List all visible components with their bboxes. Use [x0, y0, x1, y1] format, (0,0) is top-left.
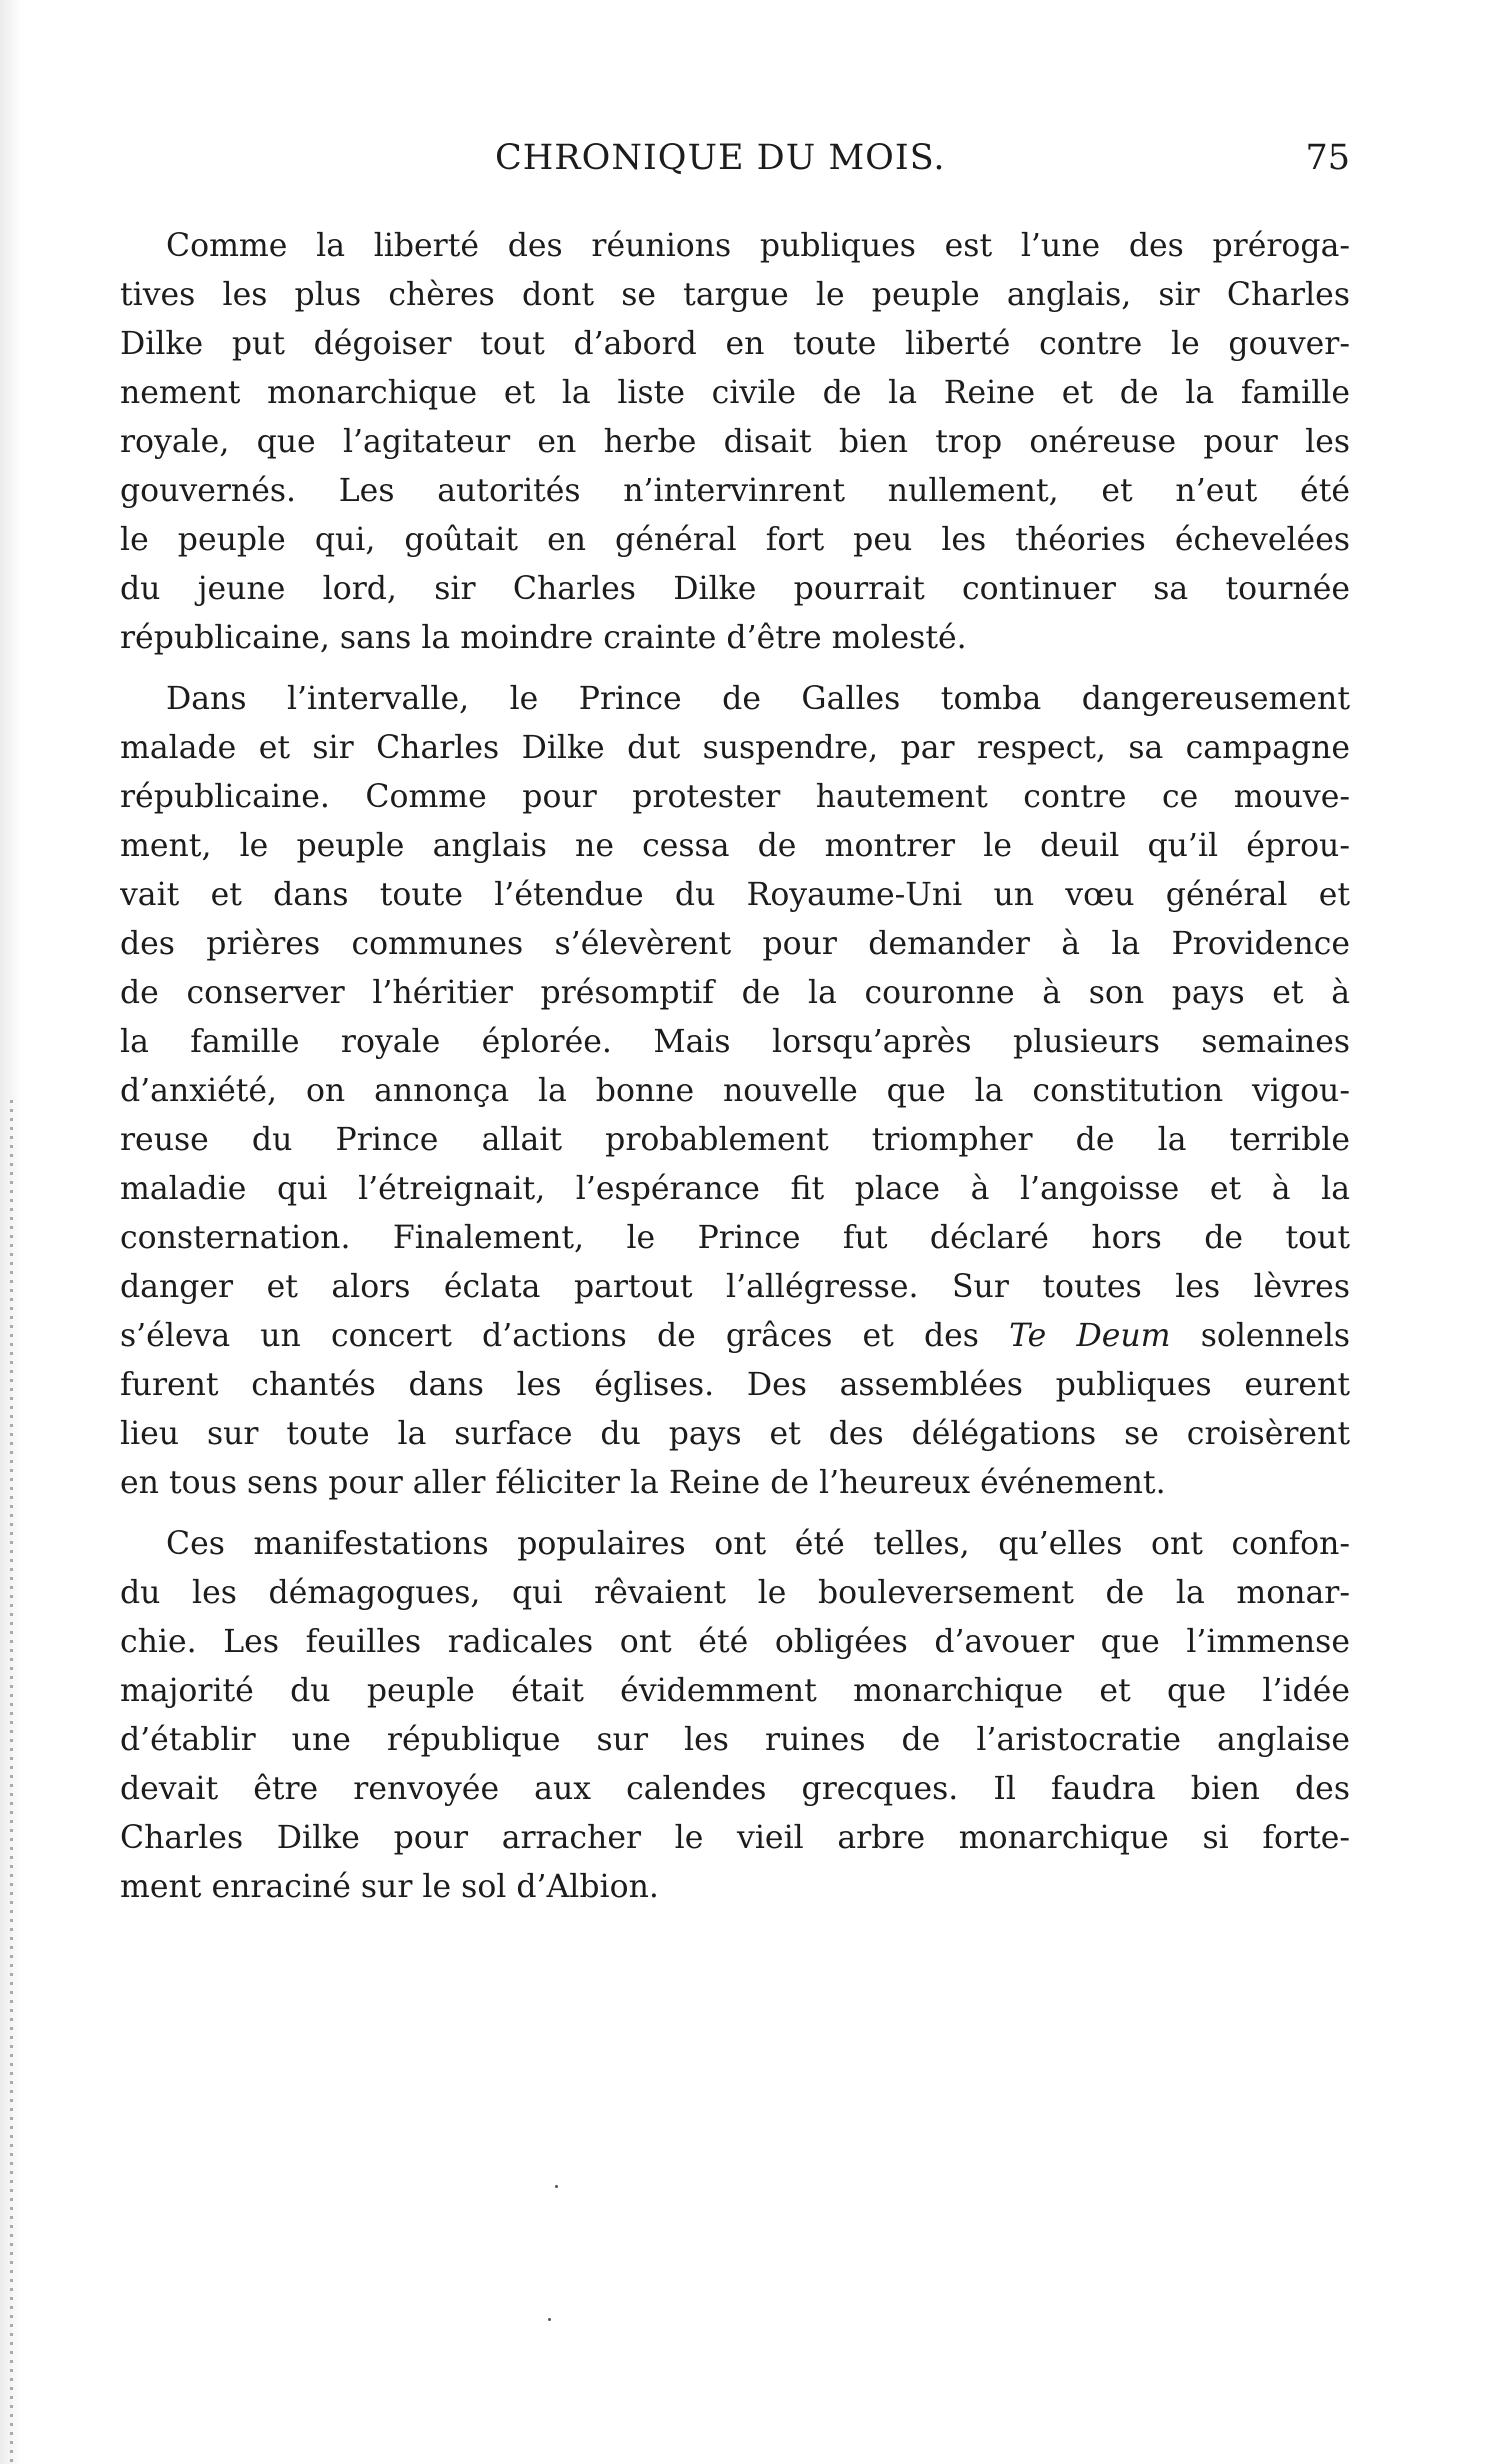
paragraph-3 — [120, 1520, 1350, 1912]
text-line-with-italic — [120, 1312, 1350, 1361]
text-line: nement monarchique et la liste civile de la Reine et de la famille — [120, 375, 1350, 411]
text-line: reuse du Prince allait probablement triompher de la terrible — [120, 1122, 1350, 1158]
paragraph-2 — [120, 675, 1350, 1508]
print-speck — [548, 2318, 551, 2321]
text-line: tives les plus chères dont se targue le peuple anglais, sir Charles — [120, 277, 1350, 313]
body-text — [120, 222, 1350, 1924]
running-head-title: CHRONIQUE DU MOIS. — [495, 138, 946, 178]
text-line: vait et dans toute l’étendue du Royaume-Uni un vœu général et — [120, 877, 1350, 913]
text-line: le peuple qui, goûtait en général fort peu les théories échevelées — [120, 522, 1350, 558]
text-line: ment enraciné sur le sol d’Albion. — [120, 1869, 659, 1905]
binding-edge — [0, 0, 22, 2464]
text-line: Dans l’intervalle, le Prince de Galles tomba dangereusement — [166, 681, 1350, 717]
italic-term: Te Deum — [1009, 1318, 1171, 1354]
page-number: 75 — [1305, 138, 1350, 178]
text-line: Ces manifestations populaires ont été telles, qu’elles ont confon- — [166, 1526, 1350, 1562]
text-line: royale, que l’agitateur en herbe disait bien trop onéreuse pour les — [120, 424, 1350, 460]
text-line: majorité du peuple était évidemment monarchique et que l’idée — [120, 1673, 1350, 1709]
text-line: républicaine. Comme pour protester hautement contre ce mouve- — [120, 779, 1350, 815]
text-line: en tous sens pour aller féliciter la Reine de l’heureux événement. — [120, 1465, 1166, 1501]
paragraph-1 — [120, 222, 1350, 663]
text-line: devait être renvoyée aux calendes grecques. Il faudra bien des — [120, 1771, 1350, 1807]
text-segment: solennels — [1200, 1318, 1350, 1354]
text-line: chie. Les feuilles radicales ont été obligées d’avouer que l’immense — [120, 1624, 1350, 1660]
text-segment: s’éleva un concert d’actions de grâces et des — [120, 1318, 979, 1354]
print-speck — [555, 2185, 558, 2188]
text-line: maladie qui l’étreignait, l’espérance fit place à l’angoisse et à la — [120, 1171, 1350, 1207]
text-line: malade et sir Charles Dilke dut suspendre, par respect, sa campagne — [120, 730, 1350, 766]
text-line: gouvernés. Les autorités n’intervinrent nullement, et n’eut été — [120, 473, 1350, 509]
text-line: du les démagogues, qui rêvaient le bouleversement de la monar- — [120, 1575, 1350, 1611]
text-line: la famille royale éplorée. Mais lorsqu’après plusieurs semaines — [120, 1024, 1350, 1060]
text-line: des prières communes s’élevèrent pour demander à la Providence — [120, 926, 1350, 962]
text-line: d’anxiété, on annonça la bonne nouvelle que la constitution vigou- — [120, 1073, 1350, 1109]
text-line: du jeune lord, sir Charles Dilke pourrait continuer sa tournée — [120, 571, 1350, 607]
text-line: danger et alors éclata partout l’allégresse. Sur toutes les lèvres — [120, 1269, 1350, 1305]
text-line: ment, le peuple anglais ne cessa de montrer le deuil qu’il éprou- — [120, 828, 1350, 864]
text-line: consternation. Finalement, le Prince fut déclaré hors de tout — [120, 1220, 1350, 1256]
text-line: Charles Dilke pour arracher le vieil arbre monarchique si forte- — [120, 1820, 1350, 1856]
text-line: lieu sur toute la surface du pays et des délégations se croisèrent — [120, 1416, 1350, 1452]
text-line: Comme la liberté des réunions publiques est l’une des préroga- — [166, 228, 1350, 264]
text-line: de conserver l’héritier présomptif de la couronne à son pays et à — [120, 975, 1350, 1011]
text-line: d’établir une république sur les ruines de l’aristocratie anglaise — [120, 1722, 1350, 1758]
text-line: furent chantés dans les églises. Des assemblées publiques eurent — [120, 1367, 1350, 1403]
text-line: Dilke put dégoiser tout d’abord en toute liberté contre le gouver- — [120, 326, 1350, 362]
running-head — [120, 138, 1350, 198]
text-line: républicaine, sans la moindre crainte d’être molesté. — [120, 620, 967, 656]
